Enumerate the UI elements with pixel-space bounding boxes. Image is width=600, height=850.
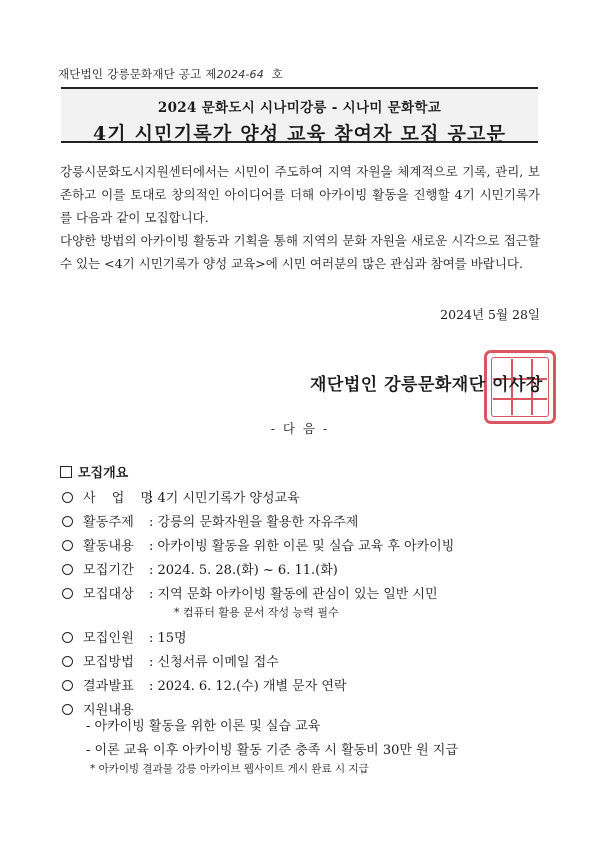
circle-bullet-icon [62, 680, 73, 691]
notice-reference: 재단법인 강릉문화재단 공고 제2024-64 호 [58, 67, 283, 81]
square-bullet-icon [60, 466, 72, 478]
circle-bullet-icon [62, 656, 73, 667]
divider-text: - 다 음 - [270, 421, 330, 436]
list-item: 사 업 명: 4기 시민기록가 양성교육 [60, 487, 300, 506]
issuer-name: 재단법인 강릉문화재단 이사장 [310, 375, 543, 395]
circle-bullet-icon [62, 588, 73, 599]
section-title: 모집개요 [60, 462, 128, 481]
circle-bullet-icon [62, 704, 73, 715]
page-title: 4기 시민기록가 양성 교육 참여자 모집 공고문 [92, 123, 507, 145]
intro-paragraph-2: 다양한 방법의 아카이빙 활동과 기획을 통해 지역의 문화 자원을 새로운 시각으로 접근할 수 있는 <4기 시민기록가 양성 교육>에 시민 여러분의 많은 관심과 참여를 바랍니다. [60, 233, 540, 271]
list-item: 모집방법 : 신청서류 이메일 접수 [60, 651, 279, 670]
list-item: 활동주제 : 강릉의 문화자원을 활용한 자유주제 [60, 511, 358, 530]
list-item: 모집대상 : 지역 문화 아카이빙 활동에 관심이 있는 일반 시민 [60, 583, 438, 602]
notice-date: 2024년 5월 28일 [440, 307, 540, 322]
list-item: 결과발표 : 2024. 6. 12.(수) 개별 문자 연락 [60, 675, 347, 694]
list-item: 모집기간 : 2024. 5. 28.(화) ~ 6. 11.(화) [60, 559, 338, 578]
footnote: * 아카이빙 결과물 강릉 아카이브 웹사이트 게시 완료 시 지급 [90, 763, 369, 775]
support-item: - 이론 교육 이후 아카이빙 활동 기준 충족 시 활동비 30만 원 지급 [86, 743, 458, 758]
target-note: * 컴퓨터 활용 문서 작성 능력 필수 [174, 606, 339, 619]
circle-bullet-icon [62, 564, 73, 575]
circle-bullet-icon [62, 492, 73, 503]
reference-number: 2024-64 [216, 68, 264, 81]
list-item: 활동내용 : 아카이빙 활동을 위한 이론 및 실습 교육 후 아카이빙 [60, 535, 454, 554]
circle-bullet-icon [62, 632, 73, 643]
support-item: - 아카이빙 활동을 위한 이론 및 실습 교육 [86, 719, 321, 734]
list-item: 지원내용 [60, 699, 149, 718]
list-item: 모집인원 : 15명 [60, 627, 187, 646]
circle-bullet-icon [62, 516, 73, 527]
title-box [61, 87, 538, 143]
circle-bullet-icon [62, 540, 73, 551]
intro-paragraph-1: 강릉시문화도시지원센터에서는 시민이 주도하여 지역 자원을 체계적으로 기록, 관리, 보존하고 이를 토대로 창의적인 아이디어를 더해 아카이빙 활동을 진행할 4기 시민기록가를 다음과 같이 모집합니다. [60, 164, 540, 225]
subtitle: 2024 문화도시 시나미강릉 - 시나미 문화학교 [157, 100, 442, 116]
